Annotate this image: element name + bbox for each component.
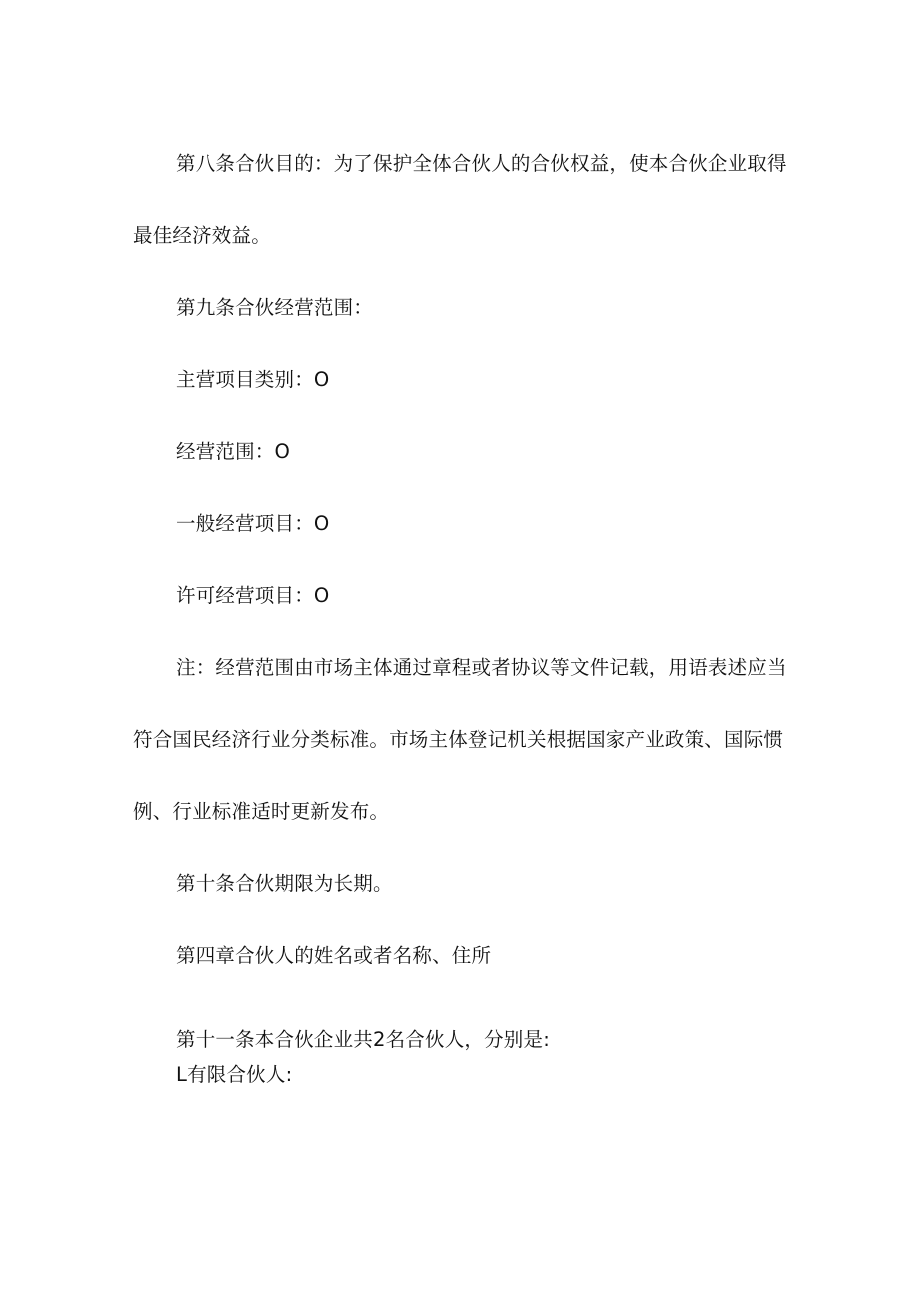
licensed-items-line: 许可经营项目：O xyxy=(176,584,330,607)
article-10: 第十条合伙期限为长期。 xyxy=(176,872,393,895)
article-8-line-1: 第八条合伙目的：为了保护全体合伙人的合伙权益，使本合伙企业取得 xyxy=(176,152,787,175)
limited-partner-label: L有限合伙人: xyxy=(176,1063,293,1086)
note-line-3: 例、行业标准适时更新发布。 xyxy=(133,800,390,823)
article-11: 第十一条本合伙企业共2名合伙人，分别是: xyxy=(176,1028,550,1051)
chapter-4-heading: 第四章合伙人的姓名或者名称、住所 xyxy=(176,944,492,967)
note-line-1: 注：经营范围由市场主体通过章程或者协议等文件记载，用语表述应当 xyxy=(176,656,787,679)
note-line-2: 符合国民经济行业分类标准。市场主体登记机关根据国家产业政策、国际惯 xyxy=(133,728,784,751)
article-9-heading: 第九条合伙经营范围： xyxy=(176,296,374,319)
main-category-line: 主营项目类别：O xyxy=(176,368,330,391)
business-scope-line: 经营范围：O xyxy=(176,440,291,463)
general-items-line: 一般经营项目：O xyxy=(176,512,330,535)
article-8-line-2: 最佳经济效益。 xyxy=(133,224,271,247)
